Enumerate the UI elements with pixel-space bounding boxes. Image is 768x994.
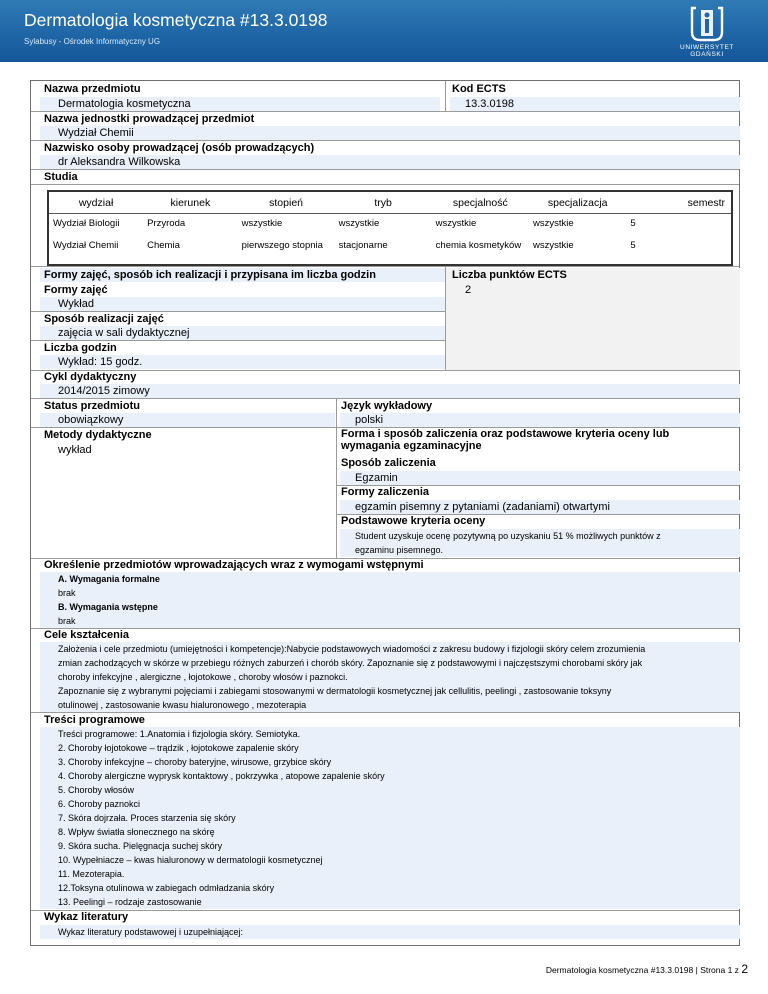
page-title: Dermatologia kosmetyczna #13.3.0198 [24,10,328,30]
entry-requirements-value: brak [58,616,76,626]
literature-value: Wykaz literatury podstawowej i uzupełniającej: [58,927,244,937]
table-row [48,214,732,237]
criteria-value-cont: egzaminu pisemnego. [355,545,444,555]
assessment-label: Forma i sposób zaliczenia oraz podstawowe kryteria oceny lub [341,428,670,440]
page-header [0,0,768,62]
program-item: 2. Choroby łojotokowe – trądzik , łojotokowe zapalenie skóry [58,743,299,753]
course-name-label: Nazwa przedmiotu [44,83,141,95]
method-label: Sposób realizacji zajęć [44,313,164,325]
table-cell: pierwszego stopnia [241,240,323,251]
method-value: zajęcia w sali dydaktycznej [58,327,190,339]
table-row [48,236,732,265]
program-item: 12.Toksyna otulinowa w zabiegach odmładzania skóry [58,883,275,893]
table-cell: 5 [630,240,636,251]
program-item: 6. Choroby paznokci [58,799,141,809]
table-cell: Chemia [147,240,180,251]
study-programs-table [47,190,733,266]
course-name-value: Dermatologia kosmetyczna [58,98,191,110]
language-label: Język wykładowy [341,400,433,412]
table-cell: wszystkie [241,218,283,229]
program-item: 4. Choroby alergiczne wyprysk kontaktowy , pokrzywka , atopowe zapalenie skóry [58,771,385,781]
prerequisites-label: Określenie przedmiotów wprowadzających wraz z wymogami wstępnymi [44,559,424,571]
unit-label: Nazwa jednostki prowadzącej przedmiot [44,113,255,125]
ects-code-value: 13.3.0198 [465,98,514,110]
criteria-label: Podstawowe kryteria oceny [341,515,486,527]
university-emblem-icon [665,6,749,46]
column-header: specjalizacja [529,191,626,214]
program-item: 13. Peelingi – rodzaje zastosowanie [58,897,202,907]
assessment-label-cont: wymagania egzaminacyjne [341,440,482,452]
program-item: 10. Wypełniacze – kwas hialuronowy w dermatologii kosmetycznej [58,855,323,865]
program-item: 8. Wpływ światła słonecznego na skórę [58,827,215,837]
table-cell: Wydział Biologii [53,218,120,229]
forms-label: Formy zajęć [44,284,108,296]
pass-method-value: Egzamin [355,472,398,484]
page-footer [490,962,748,976]
unit-value: Wydział Chemii [58,127,134,139]
table-cell: 5 [630,218,636,229]
ects-code-label: Kod ECTS [452,83,506,95]
teacher-value: dr Aleksandra Wilkowska [58,156,181,168]
table-cell: Wydział Chemii [53,240,119,251]
hours-value: Wykład: 15 godz. [58,356,143,368]
table-cell: stacjonarne [338,240,388,251]
teacher-label: Nazwisko osoby prowadzącej (osób prowadzących) [44,142,315,154]
table-cell: wszystkie [532,240,574,251]
table-cell: wszystkie [532,218,574,229]
goals-text-line: Założenia i cele przedmiotu (umiejętności i kompetencje):Nabycie podstawowych wiadomości z zakresu budowy i fizjologii skóry celem zrozumienia [58,644,646,654]
column-header: semestr [626,191,732,214]
ects-points-value: 2 [465,284,472,296]
university-name: UNIWERSYTET GDAŃSKI [680,44,734,58]
program-item: 5. Choroby włosów [58,785,135,795]
pass-method-label: Sposób zaliczenia [341,457,436,469]
status-label: Status przedmiotu [44,400,140,412]
formal-requirements-value: brak [58,588,76,598]
table-cell: wszystkie [338,218,380,229]
program-label: Treści programowe [44,714,145,726]
forms-section-label: Formy zajęć, sposób ich realizacji i przypisana im liczba godzin [44,269,376,281]
ects-points-label: Liczba punktów ECTS [452,269,567,281]
goals-text-line: zmian zachodzących w skórze w przebiegu różnych zaburzeń i chorób skóry. Zapoznanie się z podstawowymi i najczęstszymi chorobami skóry jak [58,658,643,668]
studia-label: Studia [44,171,78,183]
column-header: tryb [335,191,432,214]
goals-text-line: otulinowej , zastosowanie kwasu hialuronowego , mezoterapia [58,700,307,710]
page-subtitle: Sylabusy - Ośrodek Informatyczny UG [24,37,161,46]
footer-page-total: 2 [741,962,748,976]
didactic-label: Metody dydaktyczne [44,429,152,441]
program-item: Treści programowe: 1.Anatomia i fizjologia skóry. Semiotyka. [58,729,301,739]
literature-label: Wykaz literatury [44,911,129,923]
table-cell: Przyroda [147,218,186,229]
column-header: stopień [238,191,335,214]
cycle-label: Cykl dydaktyczny [44,371,137,383]
table-header-row [48,191,732,214]
cycle-value: 2014/2015 zimowy [58,385,150,397]
pass-forms-value: egzamin pisemny z pytaniami (zadaniami) otwartymi [355,501,610,513]
program-item: 9. Skóra sucha. Pielęgnacja suchej skóry [58,841,223,851]
university-logo [665,6,749,56]
forms-value: Wykład [58,298,94,310]
didactic-value: wykład [58,444,92,456]
column-header: specjalność [432,191,529,214]
formal-requirements-label: A. Wymagania formalne [58,574,160,584]
column-header: kierunek [143,191,237,214]
table-cell: wszystkie [435,218,477,229]
goals-label: Cele kształcenia [44,629,129,641]
footer-text: Dermatologia kosmetyczna #13.3.0198 | Strona 1 z [545,965,739,975]
goals-text-line: choroby infekcyjne , alergiczne , łojotokowe , choroby włosów i paznokci. [58,672,348,682]
column-header: wydział [48,191,143,214]
hours-label: Liczba godzin [44,342,117,354]
criteria-value: Student uzyskuje ocenę pozytywną po uzyskaniu 51 % możliwych punktów z [355,531,661,541]
language-value: polski [355,414,384,426]
table-cell: chemia kosmetyków [435,240,522,251]
program-item: 3. Choroby infekcyjne – choroby bateryjne, wirusowe, grzybice skóry [58,757,332,767]
program-item: 11. Mezoterapia. [58,869,125,879]
program-item: 7. Skóra dojrzała. Proces starzenia się skóry [58,813,236,823]
pass-forms-label: Formy zaliczenia [341,486,430,498]
status-value: obowiązkowy [58,414,124,426]
goals-text-line: Zapoznanie się z wybranymi pojęciami i zabiegami stosowanymi w dermatologii kosmetycznej jak cellulitis, peelingi , zastosowanie toksyny [58,686,612,696]
entry-requirements-label: B. Wymagania wstępne [58,602,158,612]
